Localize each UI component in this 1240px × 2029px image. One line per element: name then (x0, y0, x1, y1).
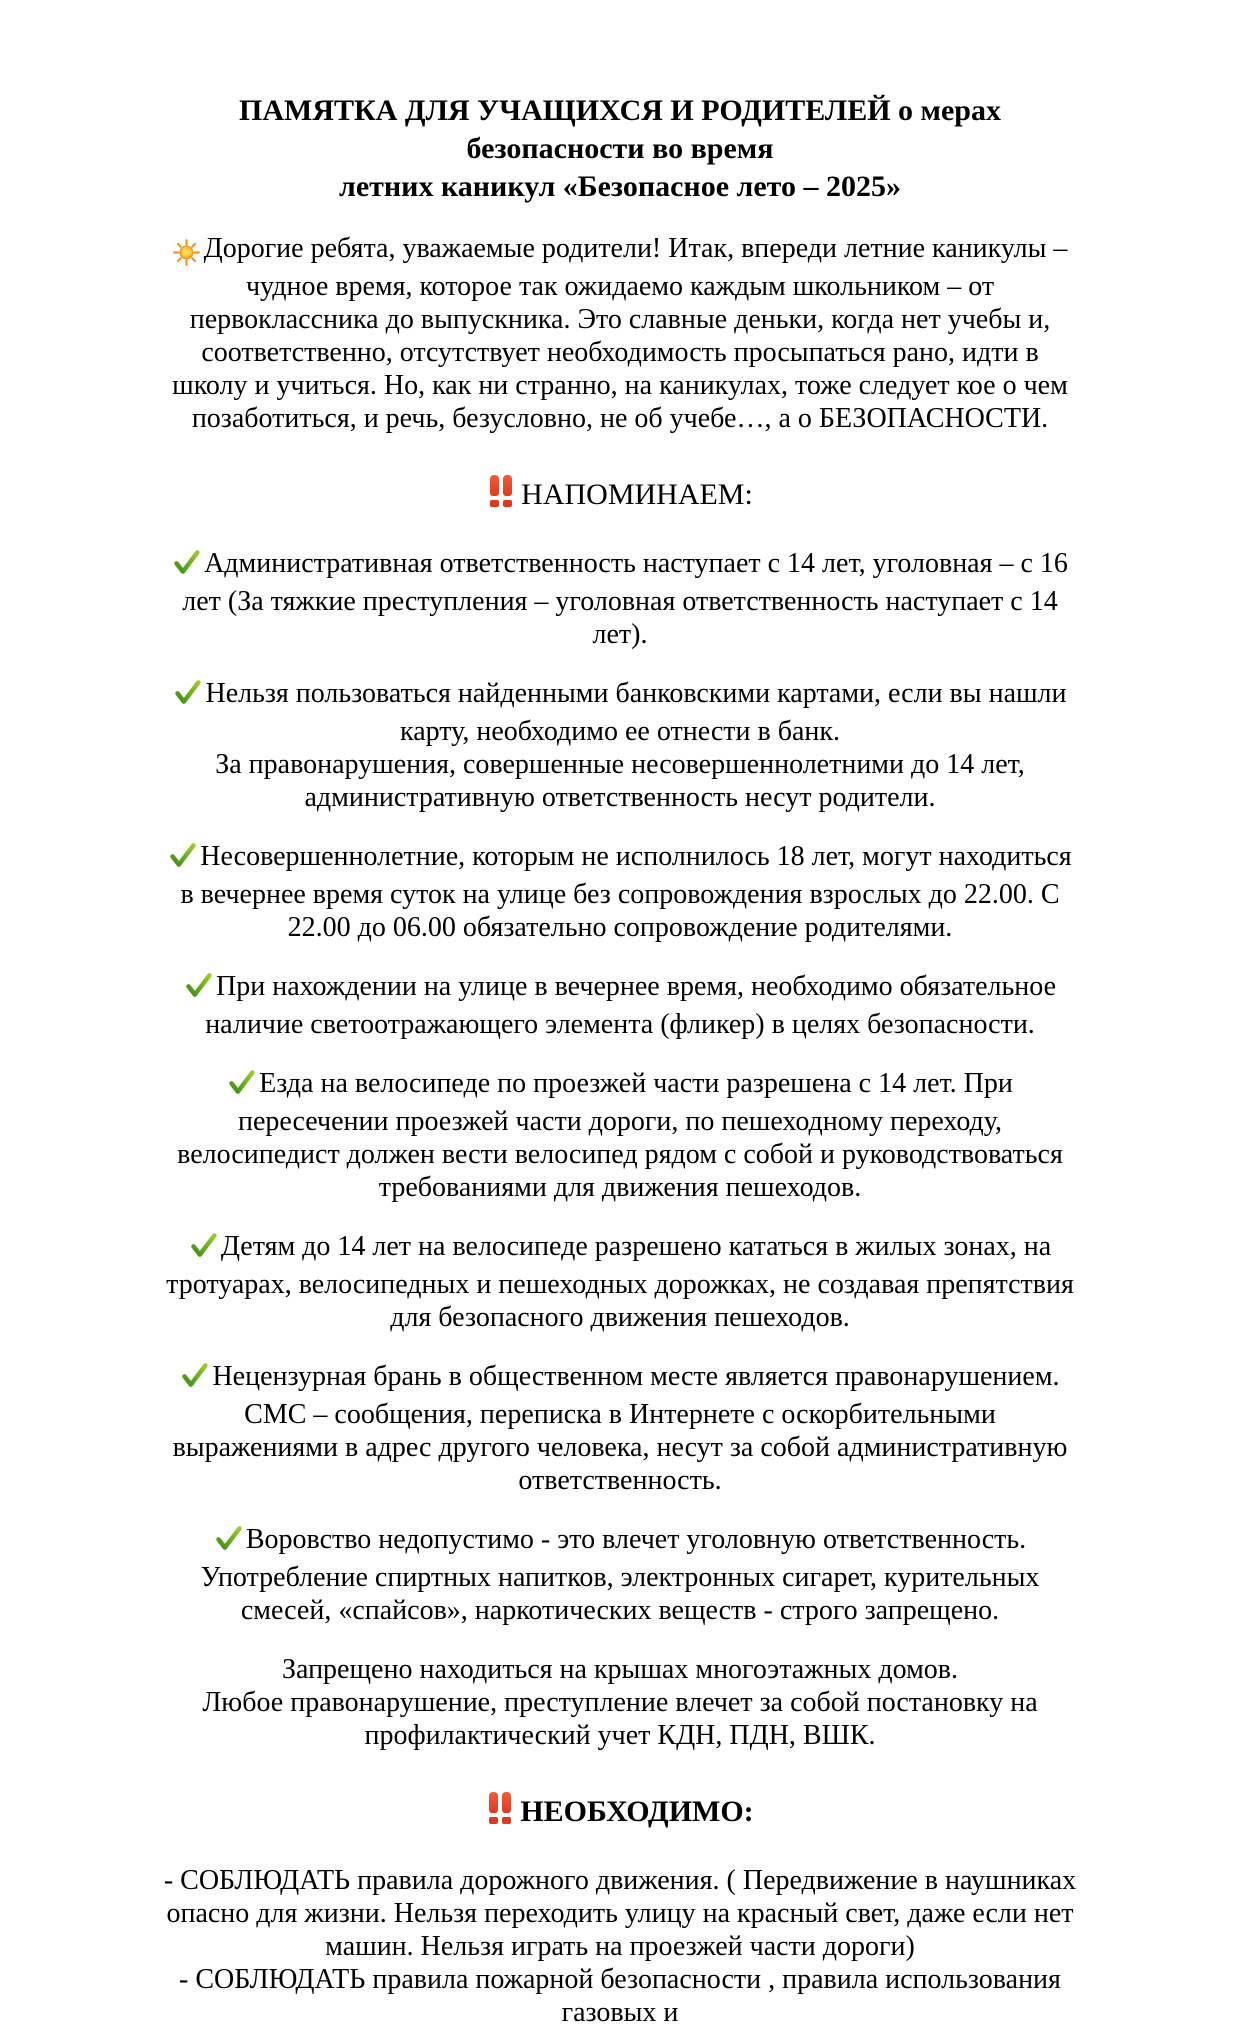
check-icon (173, 678, 205, 715)
check-item (163, 677, 1077, 814)
sun-icon (173, 237, 204, 270)
check-icon (214, 1524, 246, 1561)
check-icon (180, 1361, 212, 1398)
check-icon (227, 1068, 259, 1105)
item-text: За правонарушения, совершенные несовершеннолетними до 14 лет, административную ответственность несут родители. (215, 749, 1025, 813)
rule-line-1: - СОБЛЮДАТЬ правила дорожного движения. ( Передвижение в наушниках опасно для жизни. Нельзя переходить улицу на красный свет, даже если нет машин. Нельзя играть на проезжей части дороги) (163, 1865, 1077, 1962)
check-icon (168, 841, 200, 878)
rules-paragraph (163, 1864, 1077, 2029)
rule-line-2: - СОБЛЮДАТЬ правила пожарной безопасности , правила использования газовых и (179, 1964, 1061, 2028)
roof-paragraph (163, 1653, 1077, 1752)
check-item (163, 840, 1077, 944)
item-text: Воровство недопустимо - это влечет уголовную ответственность. Употребление спиртных напитков, электронных сигарет, курительных смесей, «спайсов», наркотических веществ - строго запрещено. (200, 1524, 1040, 1626)
item-text: При нахождении на улице в вечернее время, необходимо обязательное наличие светоотражающего элемента (фликер) в целях безопасности. (205, 971, 1056, 1040)
check-item (163, 970, 1077, 1041)
check-item (163, 1523, 1077, 1627)
double-exclamation-icon (487, 475, 518, 509)
check-icon (189, 1231, 221, 1268)
check-icon (172, 548, 204, 585)
title-line-1: ПАМЯТКА ДЛЯ УЧАЩИХСЯ И РОДИТЕЛЕЙ о мерах безопасности во время (239, 94, 1001, 165)
item-text: Езда на велосипеде по проезжей части разрешена с 14 лет. При пересечении проезжей части дороги, по пешеходному переходу, велосипедист должен вести велосипед рядом с собой и руководствоваться требованиями для движения пешеходов. (177, 1068, 1063, 1203)
intro-paragraph (163, 232, 1077, 435)
check-item (163, 1067, 1077, 1204)
section-heading-remind (163, 475, 1077, 513)
item-text: Нецензурная брань в общественном месте является правонарушением. СМС – сообщения, переписка в Интернете с оскорбительными выражениями в адрес другого человека, несут за собой административную ответственность. (172, 1361, 1068, 1496)
check-item (163, 547, 1077, 651)
check-item (163, 1360, 1077, 1497)
check-item (163, 1230, 1077, 1334)
intro-text: Дорогие ребята, уважаемые родители! Итак, впереди летние каникулы – чудное время, которое так ожидаемо каждым школьником – от первоклассника до выпускника. Это славные деньки, когда нет учебы и, соответственно, отсутствует необходимость просыпаться рано, идти в школу и учиться. Но, как ни странно, на каникулах, тоже следует кое о чем позаботиться, и речь, безусловно, не об учебе…, а о БЕЗОПАСНОСТИ. (172, 233, 1068, 434)
roof-line-2: Любое правонарушение, преступление влечет за собой постановку на профилактический учет КДН, ПДН, ВШК. (202, 1687, 1038, 1751)
item-text: Нельзя пользоваться найденными банковскими картами, если вы нашли карту, необходимо ее отнести в банк. (205, 678, 1067, 747)
section-heading-need (163, 1792, 1077, 1830)
check-icon (184, 971, 216, 1008)
double-exclamation-icon (486, 1792, 517, 1826)
roof-line-1: Запрещено находиться на крышах многоэтажных домов. (281, 1654, 959, 1685)
heading-remind-text: НАПОМИНАЕМ: (521, 478, 753, 511)
document-title (163, 92, 1077, 206)
heading-need-text: НЕОБХОДИМО: (520, 1795, 754, 1828)
title-line-2: летних каникул «Безопасное лето – 2025» (338, 170, 902, 203)
item-text: Административная ответственность наступает с 14 лет, уголовная – с 16 лет (За тяжкие преступления – уголовная ответственность наступает с 14 лет). (182, 548, 1068, 650)
item-text: Несовершеннолетние, которым не исполнилось 18 лет, могут находиться в вечернее время суток на улице без сопровождения взрослых до 22.00. С 22.00 до 06.00 обязательно сопровождение родителями. (180, 841, 1072, 943)
item-text: Детям до 14 лет на велосипеде разрешено кататься в жилых зонах, на тротуарах, велосипедных и пешеходных дорожках, не создавая препятствия для безопасного движения пешеходов. (166, 1231, 1074, 1333)
